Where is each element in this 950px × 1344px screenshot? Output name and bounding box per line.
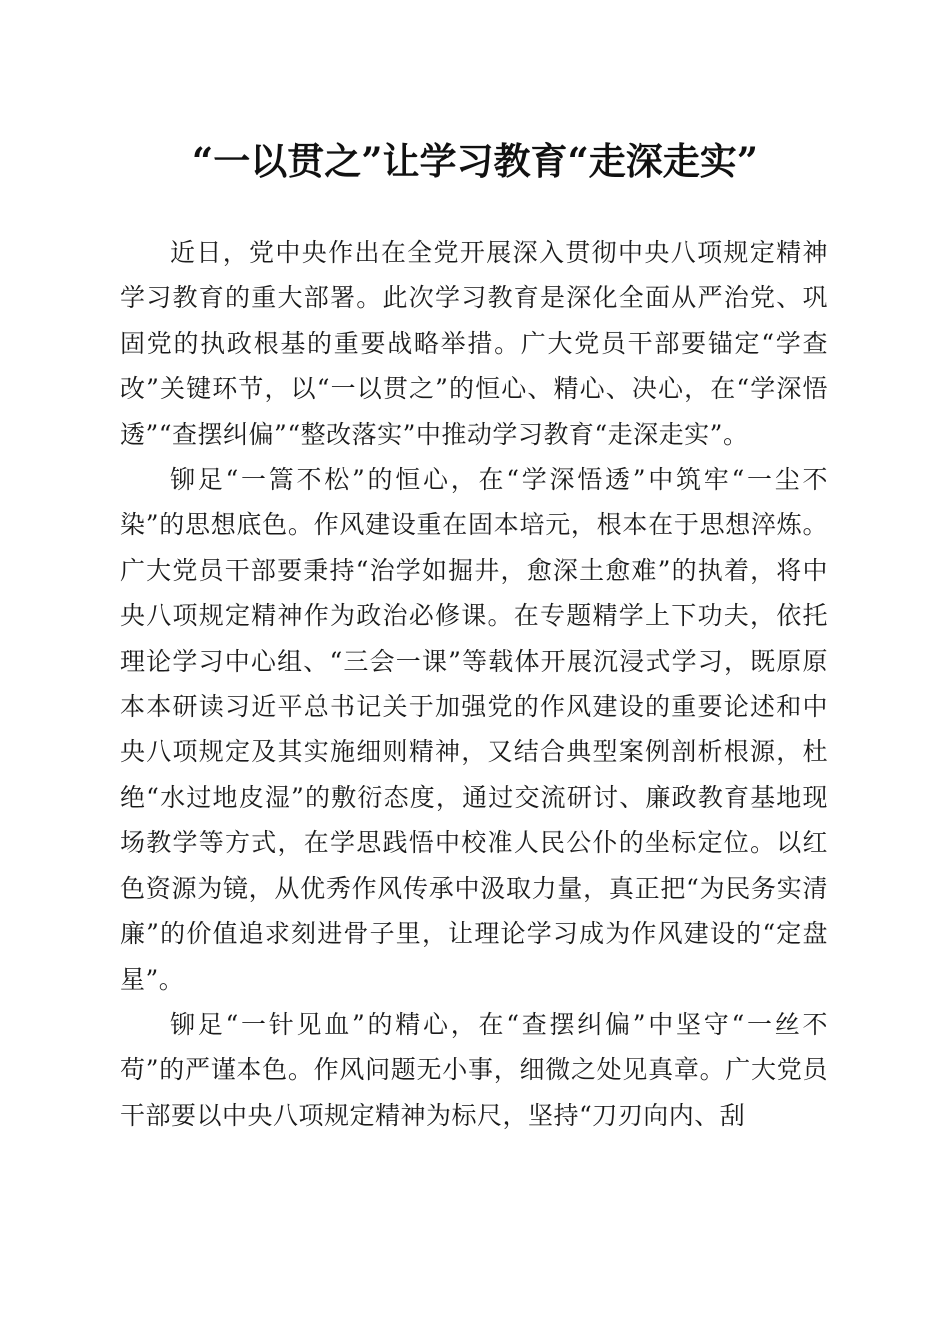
paragraph-2: 铆足“一篙不松”的恒心，在“学深悟透”中筑牢“一尘不染”的思想底色。作风建设重在固本培元，根本在于思想淬炼。广大党员干部要秉持“治学如掘井，愈深土愈难”的执着，将中央八项规定精神作为政治必修课。在专题精学上下功夫，依托理论学习中心组、“三会一课”等载体开展沉浸式学习，既原原本本研读习近平总书记关于加强党的作风建设的重要论述和中央八项规定及其实施细则精神，又结合典型案例剖析根源，杜绝“水过地皮湿”的敷衍态度，通过交流研讨、廉政教育基地现场教学等方式，在学思践悟中校准人民公仆的坐标定位。以红色资源为镜，从优秀作风传承中汲取力量，真正把“为民务实清廉”的价值追求刻进骨子里，让理论学习成为作风建设的“定盘星”。	[120, 465, 828, 994]
document-title: “一以贯之”让学习教育“走深走实”	[191, 139, 759, 183]
paragraph-1: 近日，党中央作出在全党开展深入贯彻中央八项规定精神学习教育的重大部署。此次学习教育是深化全面从严治党、巩固党的执政根基的重要战略举措。广大党员干部要锚定“学查改”关键环节，以“一以贯之”的恒心、精心、决心，在“学深悟透”“查摆纠偏”“整改落实”中推动学习教育“走深走实”。	[120, 238, 828, 449]
paragraph-3: 铆足“一针见血”的精心，在“查摆纠偏”中坚守“一丝不苟”的严谨本色。作风问题无小事，细微之处见真章。广大党员干部要以中央八项规定精神为标尺，坚持“刀刃向内、刮	[120, 1009, 828, 1130]
document-body	[120, 230, 828, 1138]
